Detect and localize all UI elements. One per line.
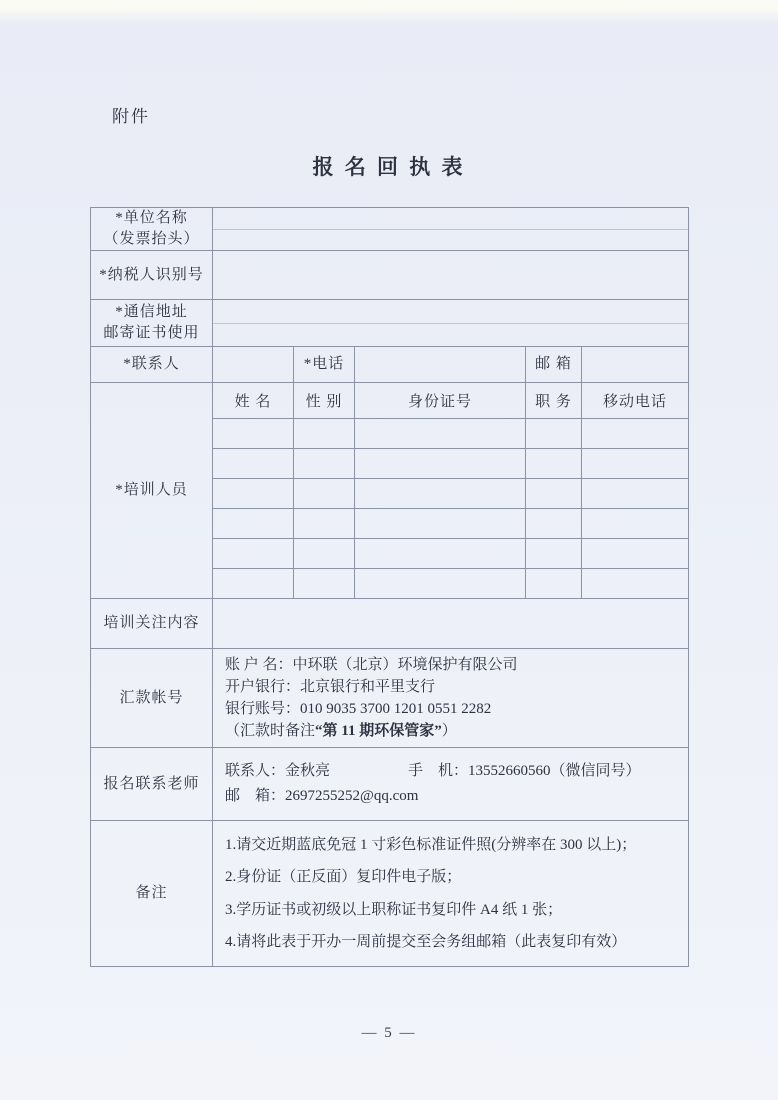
trainee-name-cell — [213, 509, 294, 539]
email-field — [582, 347, 689, 383]
trainee-mobile-cell — [582, 479, 689, 509]
registration-contact-details — [213, 748, 689, 821]
trainee-gender-cell — [294, 509, 355, 539]
notes-label: 备注 — [91, 821, 213, 967]
trainee-mobile-cell — [582, 419, 689, 449]
notes-content — [213, 821, 689, 967]
trainee-col-gender: 性 别 — [294, 383, 355, 419]
trainee-name-cell — [213, 479, 294, 509]
mailing-address-field — [213, 300, 689, 347]
contact-person-label: *联系人 — [91, 347, 213, 383]
trainee-col-position: 职 务 — [526, 383, 582, 419]
mailing-address-label — [91, 300, 213, 347]
trainee-gender-cell — [294, 479, 355, 509]
remittance-bank: 开户银行：北京银行和平里支行 — [225, 679, 436, 695]
registration-contact-line1 — [225, 759, 680, 784]
contact-person-field — [213, 347, 294, 383]
remittance-remark-bold: “第 11 期环保管家” — [315, 723, 442, 739]
trainee-id-cell — [355, 569, 526, 599]
trainee-id-cell — [355, 539, 526, 569]
trainee-position-cell — [526, 569, 582, 599]
mailing-address-label-line2: 邮寄证书使用 — [103, 325, 200, 341]
remittance-account-number: 银行账号：010 9035 3700 1201 0551 2282 — [225, 701, 492, 717]
phone-field — [355, 347, 526, 383]
note-item-1: 1.请交近期蓝底免冠 1 寸彩色标准证件照(分辨率在 300 以上)； — [225, 837, 637, 854]
trainee-position-cell — [526, 419, 582, 449]
attachment-label: 附件 — [112, 107, 150, 126]
trainee-gender-cell — [294, 449, 355, 479]
trainee-id-cell — [355, 479, 526, 509]
remittance-remark — [225, 720, 680, 742]
trainees-label: *培训人员 — [91, 383, 213, 599]
registration-contact-label: 报名联系老师 — [91, 748, 213, 821]
trainee-mobile-cell — [582, 449, 689, 479]
remittance-account-name: 账 户 名：中环联（北京）环境保护有限公司 — [225, 657, 518, 673]
trainee-id-cell — [355, 449, 526, 479]
trainee-gender-cell — [294, 419, 355, 449]
training-focus-field — [213, 599, 689, 649]
registration-contact-email: 邮 箱：2697255252@qq.com — [225, 788, 419, 804]
company-name-label-line2: （发票抬头） — [103, 231, 200, 247]
trainee-gender-cell — [294, 539, 355, 569]
trainee-gender-cell — [294, 569, 355, 599]
trainee-col-mobile: 移动电话 — [582, 383, 689, 419]
registration-contact-mobile: 手 机：13552660560（微信同号） — [408, 763, 641, 779]
trainee-mobile-cell — [582, 509, 689, 539]
remittance-account-details — [213, 649, 689, 748]
trainee-name-cell — [213, 539, 294, 569]
taxpayer-id-label: *纳税人识别号 — [91, 251, 213, 300]
trainee-mobile-cell — [582, 539, 689, 569]
trainee-position-cell — [526, 539, 582, 569]
trainee-id-cell — [355, 509, 526, 539]
registration-contact-person: 联系人：金秋亮 — [225, 763, 331, 779]
note-item-4: 4.请将此表于开办一周前提交至会务组邮箱（此表复印有效） — [225, 933, 627, 950]
page-number: — 5 — — [361, 1025, 417, 1041]
phone-label: *电话 — [294, 347, 355, 383]
trainee-name-cell — [213, 419, 294, 449]
company-name-label-line1: *单位名称 — [115, 210, 188, 226]
trainee-mobile-cell — [582, 569, 689, 599]
form-title: 报 名 回 执 表 — [312, 155, 466, 179]
trainee-col-id-number: 身份证号 — [355, 383, 526, 419]
trainee-position-cell — [526, 509, 582, 539]
trainee-name-cell — [213, 449, 294, 479]
email-label: 邮 箱 — [526, 347, 582, 383]
registration-form-table — [90, 207, 689, 967]
note-item-3: 3.学历证书或初级以上职称证书复印件 A4 纸 1 张； — [225, 901, 563, 918]
company-name-field — [213, 208, 689, 251]
trainee-name-cell — [213, 569, 294, 599]
mailing-address-label-line1: *通信地址 — [115, 304, 188, 320]
company-name-label — [91, 208, 213, 251]
taxpayer-id-field — [213, 251, 689, 300]
training-focus-label: 培训关注内容 — [91, 599, 213, 649]
remittance-remark-suffix: ） — [441, 723, 457, 739]
trainee-col-name: 姓 名 — [213, 383, 294, 419]
trainee-position-cell — [526, 449, 582, 479]
trainee-position-cell — [526, 479, 582, 509]
remittance-account-label: 汇款帐号 — [91, 649, 213, 748]
note-item-2: 2.身份证（正反面）复印件电子版； — [225, 869, 462, 886]
remittance-remark-prefix: （汇款时备注 — [225, 723, 316, 739]
trainee-id-cell — [355, 419, 526, 449]
